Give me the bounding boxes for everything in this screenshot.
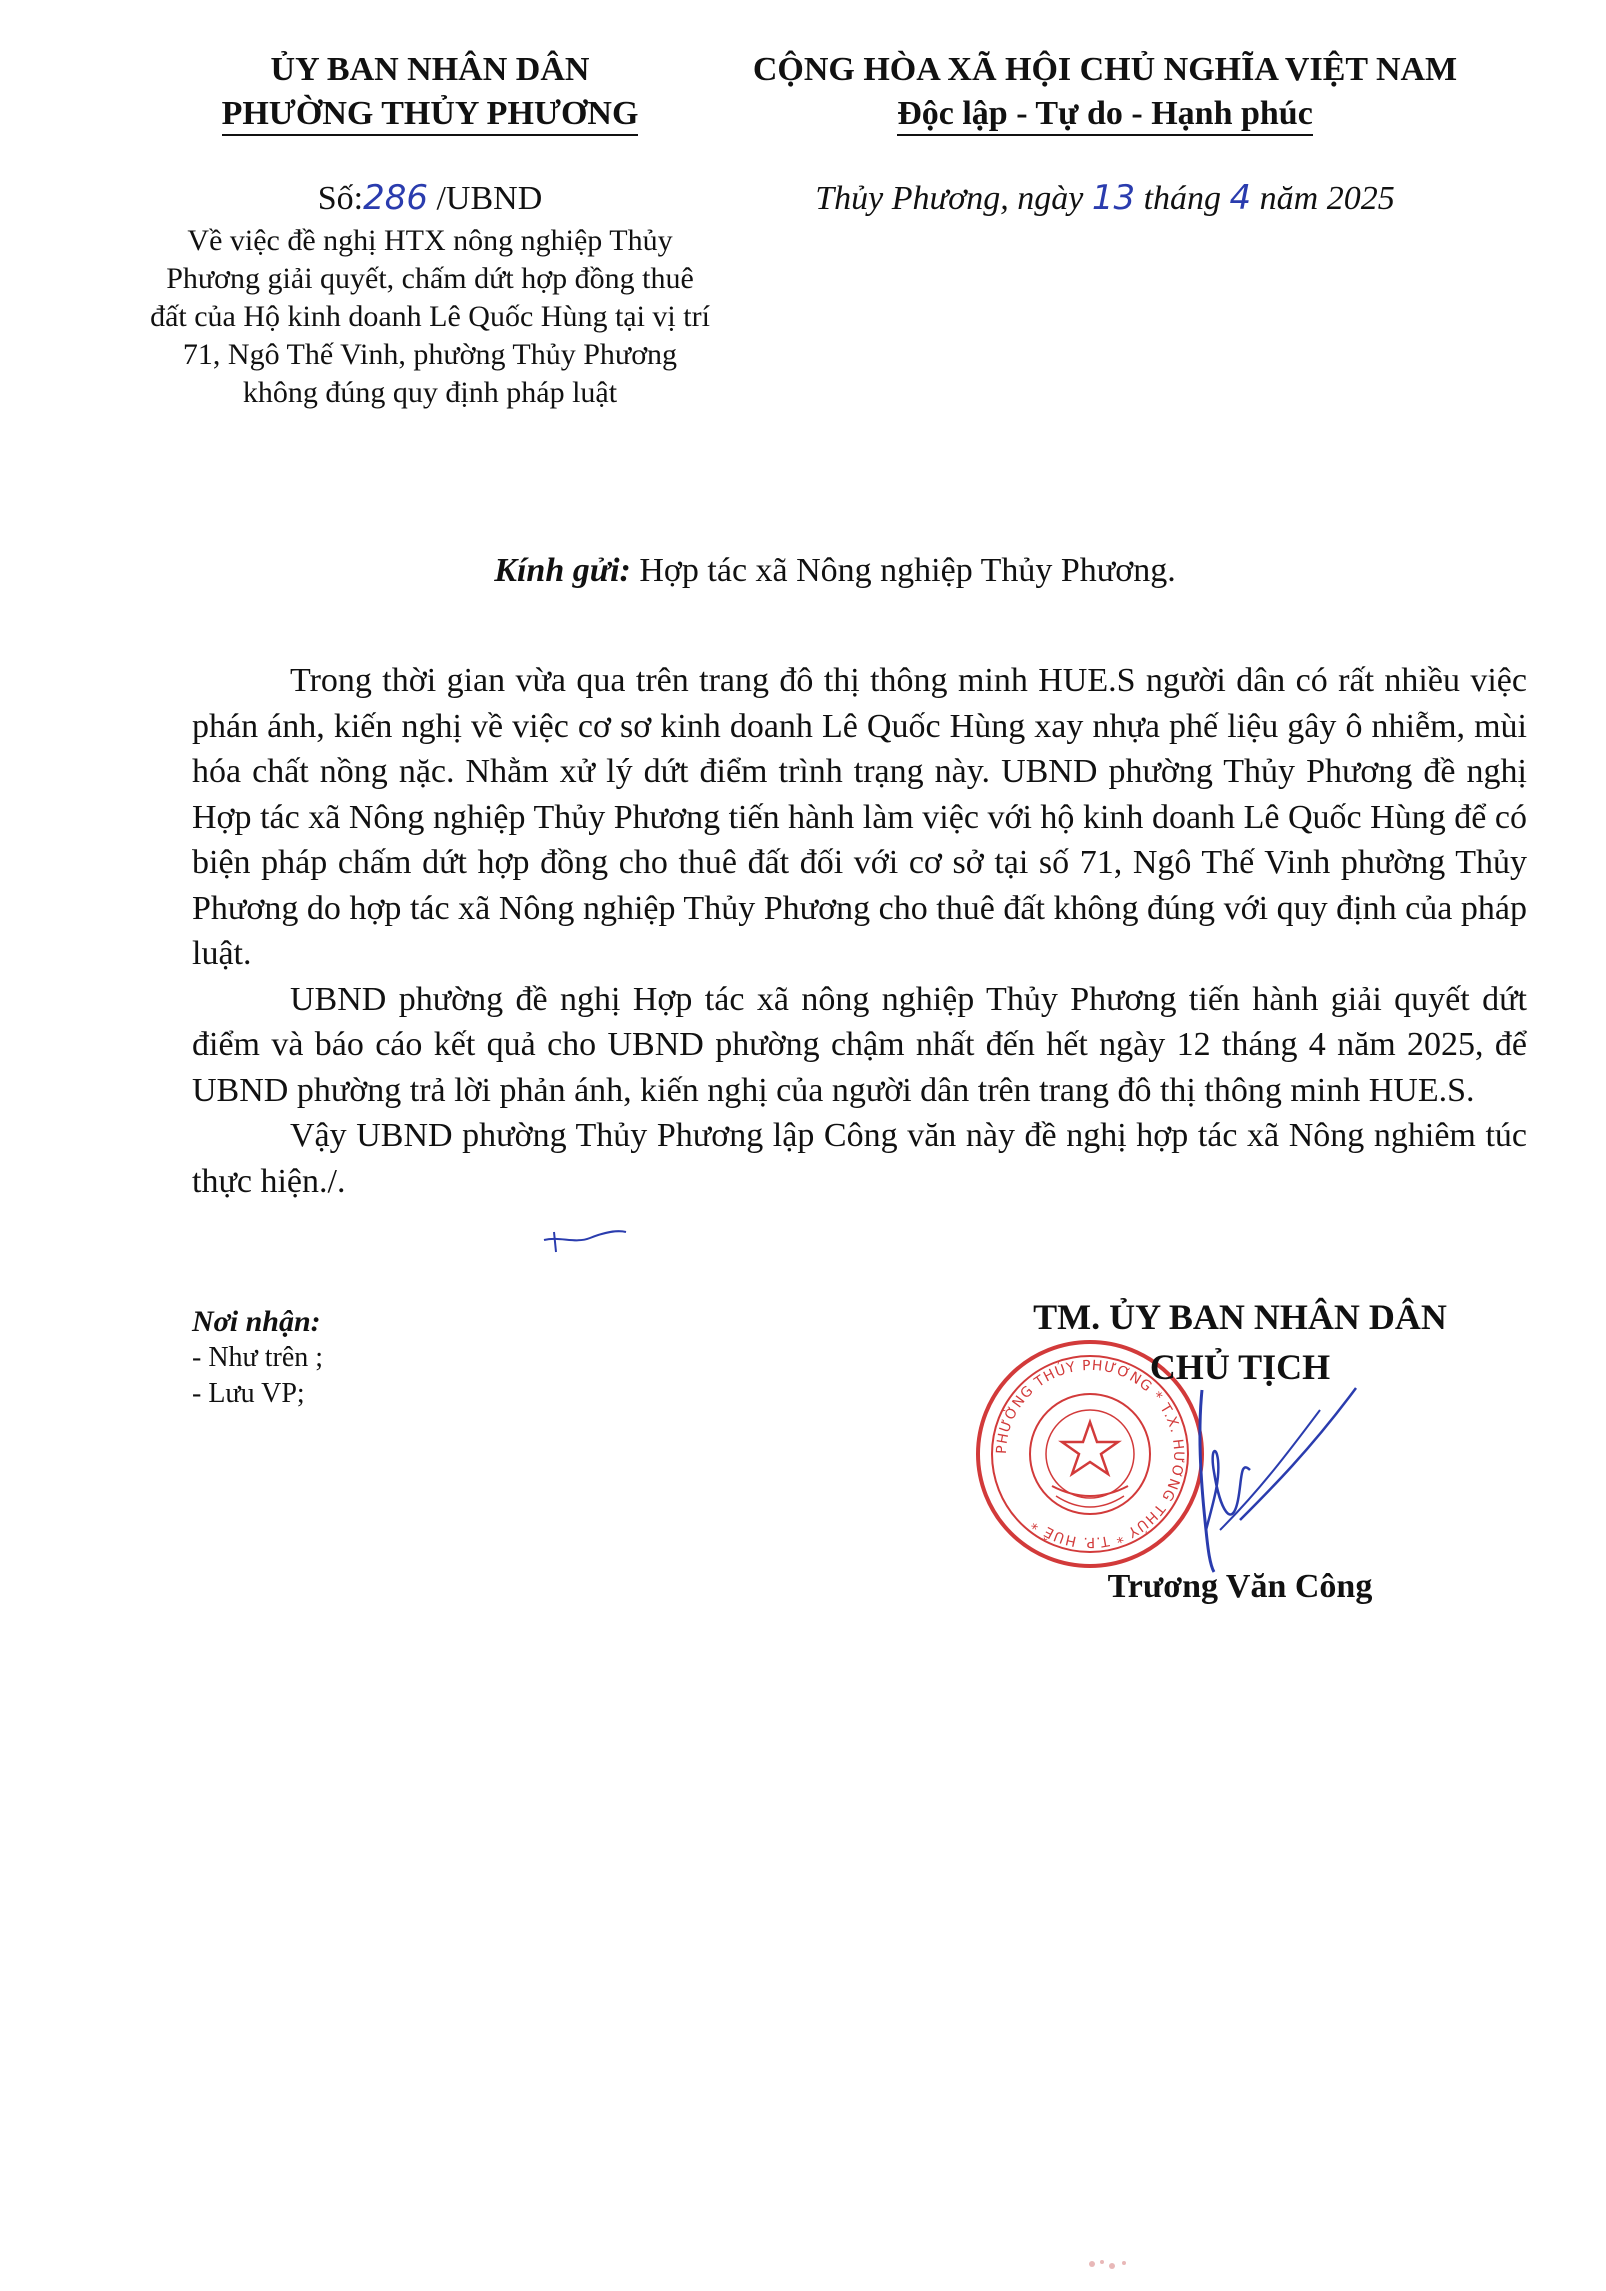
authority-line-1: ỦY BAN NHÂN DÂN xyxy=(270,51,590,88)
recipient-name: Hợp tác xã Nông nghiệp Thủy Phương. xyxy=(630,552,1176,589)
national-header xyxy=(700,48,1510,136)
signer-name: Trương Văn Công xyxy=(1107,1568,1373,1605)
distribution-label: Nơi nhận: xyxy=(192,1305,321,1338)
distribution-list xyxy=(192,1304,323,1412)
doc-number-suffix: /UBND xyxy=(427,180,543,217)
document-subject: Về việc đề nghị HTX nông nghiệp Thủy Phương giải quyết, chấm dứt hợp đồng thuê đất của Hộ kinh doanh Lê Quốc Hùng tại vị trí 71, Ngô Thế Vinh, phường Thủy Phương không đúng quy định pháp luật xyxy=(150,224,710,409)
recipient-label: Kính gửi: xyxy=(494,552,631,589)
date-month-handwritten: 4 xyxy=(1229,178,1252,218)
doc-number-prefix: Số: xyxy=(317,180,364,217)
national-motto: Độc lập - Tự do - Hạnh phúc xyxy=(897,94,1313,136)
issue-date xyxy=(700,178,1510,218)
signature-org-line: TM. ỦY BAN NHÂN DÂN xyxy=(1033,1297,1447,1337)
handwritten-signature xyxy=(1180,1380,1360,1580)
date-day-handwritten: 13 xyxy=(1091,178,1136,218)
doc-number-handwritten: 286 xyxy=(363,178,428,218)
distribution-item: - Như trên ; xyxy=(192,1342,324,1373)
date-year: năm 2025 xyxy=(1251,180,1395,217)
signature-block xyxy=(930,1292,1550,1392)
date-place: Thủy Phương, ngày xyxy=(815,180,1092,217)
body-paragraph-1: Trong thời gian vừa qua trên trang đô thị thông minh HUE.S người dân có rất nhiều việc phán ánh, kiến nghị về việc cơ sơ kinh doanh Lê Quốc Hùng xay nhựa phế liệu gây ô nhiễm, mùi hóa chất nồng nặc. Nhằm xử lý dứt điểm trình trạng này. UBND phường Thủy Phương đề nghị Hợp tác xã Nông nghiệp Thủy Phương tiến hành làm việc với hộ kinh doanh Lê Quốc Hùng để có biện pháp chấm dứt hợp đồng cho thuê đất đối với cơ sở tại số 71, Ngô Thế Vinh phường Thủy Phương do hợp tác xã Nông nghiệp Thủy Phương cho thuê đất không đúng với quy định của pháp luật. xyxy=(192,662,1527,972)
scan-smudge xyxy=(1080,2254,1140,2274)
issuing-authority-header xyxy=(150,48,710,136)
document-number xyxy=(150,178,710,218)
recipient-line xyxy=(150,552,1520,590)
seal-star-icon xyxy=(1062,1422,1118,1474)
date-month-label: tháng xyxy=(1135,180,1230,217)
handwritten-initial-mark xyxy=(540,1218,630,1258)
authority-line-2: PHƯỜNG THỦY PHƯƠNG xyxy=(222,94,639,136)
seal-ring-text: PHƯỜNG THỦY PHƯƠNG * T.X. HƯƠNG THỦY * T.P. HUẾ * xyxy=(993,1357,1187,1551)
signature-title: CHỦ TỊCH xyxy=(1149,1347,1331,1387)
body-paragraph-3: Vậy UBND phường Thủy Phương lập Công văn này đề nghị hợp tác xã Nông nghiêm túc thực hiện./. xyxy=(192,1117,1527,1200)
letter-body xyxy=(192,658,1527,1204)
distribution-item: - Lưu VP; xyxy=(192,1378,305,1409)
body-paragraph-2: UBND phường đề nghị Hợp tác xã nông nghiệp Thủy Phương tiến hành giải quyết dứt điểm và báo cáo kết quả cho UBND phường chậm nhất đến hết ngày 12 tháng 4 năm 2025, để UBND phường trả lời phản ánh, kiến nghị của người dân trên trang đô thị thông minh HUE.S. xyxy=(192,980,1527,1109)
national-title: CỘNG HÒA XÃ HỘI CHỦ NGHĨA VIỆT NAM xyxy=(752,51,1458,88)
